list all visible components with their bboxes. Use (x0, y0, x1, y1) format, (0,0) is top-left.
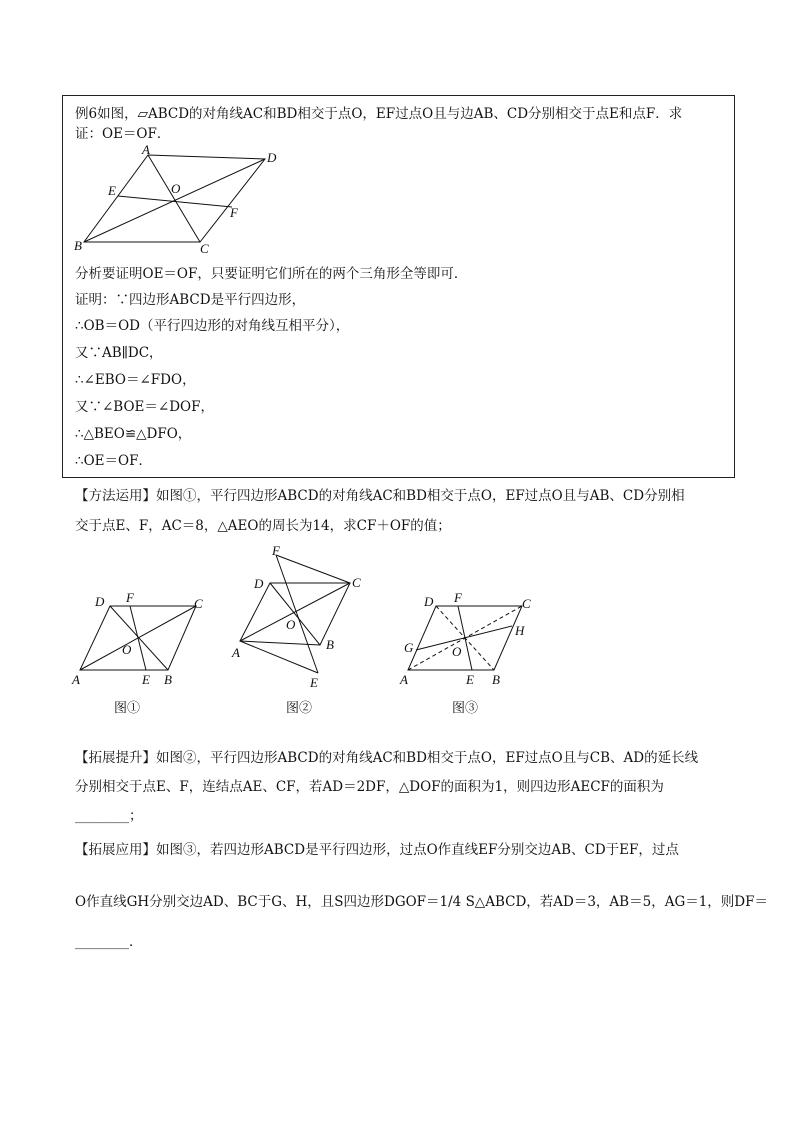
figure-1 (68, 590, 218, 720)
fig3-caption: 图③ (452, 701, 479, 716)
fig2-label-d: D (254, 576, 264, 591)
fig3-segment-gh (416, 626, 512, 650)
fig3-label-e: E (466, 672, 474, 687)
fig1-diagonal-bd (110, 606, 168, 670)
fig3-label-c: C (522, 596, 531, 611)
fig2-label-b: B (326, 637, 334, 652)
example-diagonal-bd (84, 159, 265, 242)
fig2-segment-fe (276, 555, 318, 673)
proof-line-4: ∴∠EBO＝∠FDO， (75, 372, 196, 388)
example-line-1: 例6如图，▱ABCD的对角线AC和BD相交于点O，EF过点O且与边AB、CD分别相交于点E和点F．求 (75, 106, 683, 122)
fig2-label-o: O (286, 617, 296, 632)
example-diagonal-ac (148, 155, 200, 242)
method-line-1: 【方法运用】如图①，平行四边形ABCD的对角线AC和BD相交于点O，EF过点O且与AB、CD分别相 (75, 488, 685, 504)
proof-line-2: ∴OB＝OD（平行四边形的对角线互相平分）， (75, 318, 350, 334)
proof-line-6: ∴△BEO≌△DFO， (75, 426, 192, 442)
fig1-segment-ef (130, 606, 146, 670)
fig1-label-f: F (126, 590, 134, 605)
fig3-label-d: D (424, 594, 434, 609)
fig2-caption: 图② (286, 701, 313, 716)
example-label-a: A (142, 145, 150, 157)
proof-line-1: 证明：∵四边形ABCD是平行四边形， (75, 292, 306, 308)
extend1-line-2: 分别相交于点E、F，连结点AE、CF，若AD＝2DF，△DOF的面积为1，则四边形AECF的面积为 (75, 779, 664, 795)
fig1-label-c: C (194, 596, 203, 611)
fig2-segment-ae (240, 641, 318, 673)
fig1-label-o: O (122, 642, 132, 657)
fig3-label-h: H (515, 623, 525, 638)
figure-2 (228, 545, 368, 720)
example-line-2: 证：OE＝OF． (75, 126, 171, 142)
example-label-d: D (267, 150, 277, 165)
fig1-label-d: D (95, 594, 105, 609)
fig1-label-b: B (164, 672, 172, 687)
example-segment-ef (118, 196, 232, 207)
example-label-b: B (74, 238, 82, 253)
extend2-line-2: O作直线GH分别交边AD、BC于G、H，且S四边形DGOF＝1/4 S△ABCD，若AD＝3，AB＝5，AG＝1，则DF＝ (75, 894, 769, 910)
example-label-f: F (230, 205, 238, 220)
fig2-diagonal-ac (240, 583, 350, 641)
fig2-label-f: F (272, 545, 280, 558)
example-label-c: C (200, 241, 209, 256)
fig2-diagonal-bd (270, 583, 320, 645)
example-figure (70, 145, 290, 260)
extend1-line-3: ________； (75, 808, 143, 824)
extend2-line-3: ________． (75, 934, 143, 950)
proof-line-3: 又∵AB∥DC， (75, 345, 163, 361)
example-label-o: O (171, 181, 181, 196)
fig2-label-c: C (352, 575, 361, 590)
extend2-line-1: 【拓展应用】如图③，若四边形ABCD是平行四边形，过点O作直线EF分别交边AB、CD于EF，过点 (75, 842, 679, 858)
example-analysis: 分析要证明OE＝OF，只要证明它们所在的两个三角形全等即可． (75, 266, 468, 282)
extend1-line-1: 【拓展提升】如图②，平行四边形ABCD的对角线AC和BD相交于点O，EF过点O且与CB、AD的延长线 (75, 750, 699, 766)
fig3-label-f: F (454, 590, 462, 605)
proof-line-5: 又∵∠BOE＝∠DOF， (75, 399, 214, 415)
fig2-segment-fc (276, 555, 350, 583)
fig3-label-a: A (400, 672, 408, 687)
fig2-label-e: E (310, 675, 318, 690)
fig2-label-a: A (232, 645, 240, 660)
fig1-label-a: A (72, 672, 80, 687)
fig3-label-o: O (452, 644, 462, 659)
fig1-caption: 图① (114, 701, 141, 716)
example-label-e: E (108, 183, 116, 198)
method-line-2: 交于点E、F，AC＝8，△AEO的周长为14，求CF＋OF的值； (75, 518, 451, 534)
fig3-label-b: B (492, 672, 500, 687)
figure-3 (396, 590, 546, 720)
fig3-label-g: G (404, 640, 414, 655)
fig1-label-e: E (142, 672, 150, 687)
proof-line-7: ∴OE＝OF． (75, 453, 152, 469)
